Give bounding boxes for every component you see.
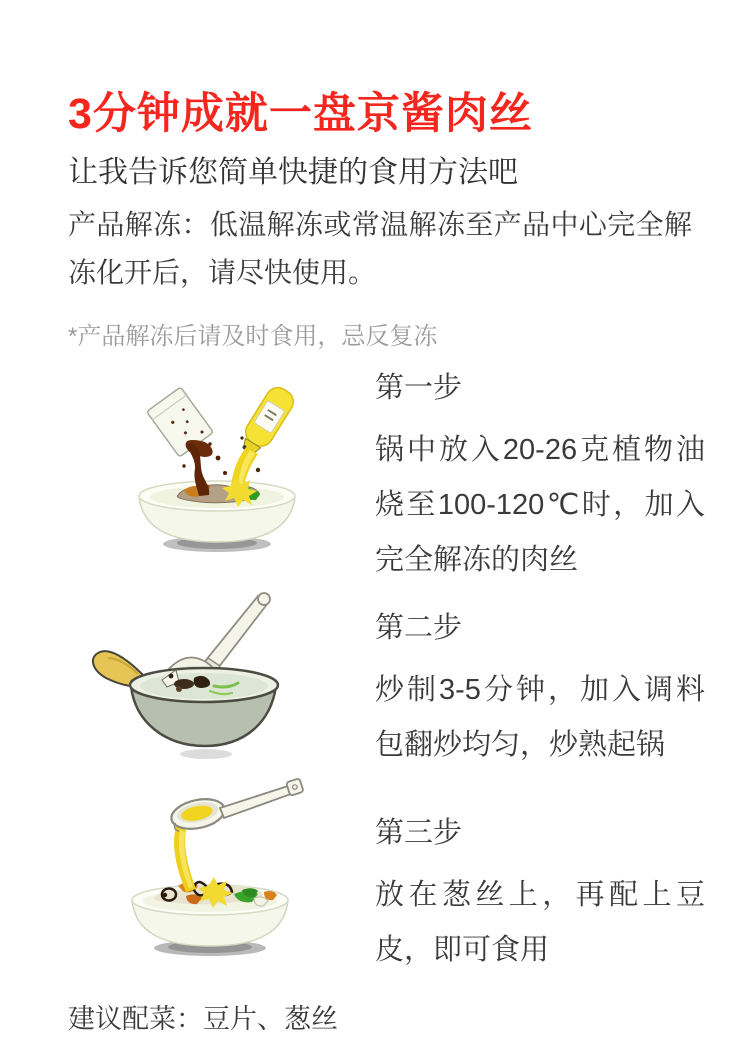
thaw-note-text: *产品解冻后请及时食用，忌反复冻 [68, 323, 438, 350]
step2-wok-spatula-icon [78, 588, 328, 773]
step3-ladle-pouring-icon [92, 778, 342, 963]
step3-description: 放在葱丝上，再配上豆皮，即可食用 [375, 879, 705, 966]
step1-description: 锅中放入20-26克植物油烧至100-120℃时，加入完全解冻的肉丝 [375, 434, 705, 576]
thaw-instruction-text: 产品解冻：低温解冻或常温解冻至产品中心完全解冻化开后，请尽快使用。 [68, 209, 692, 288]
page-subtitle: 让我告诉您简单快捷的食用方法吧 [68, 156, 518, 189]
step2-description: 炒制3-5分钟，加入调料包翻炒均匀，炒熟起锅 [375, 674, 705, 761]
step3-label: 第三步 [375, 817, 463, 849]
side-dish-suggestion: 建议配菜：豆片、葱丝 [68, 1004, 338, 1034]
step1-label: 第一步 [375, 372, 463, 404]
step1-sauce-and-oil-pouring-icon [92, 378, 342, 563]
page-title: 3分钟成就一盘京酱肉丝 [68, 90, 533, 138]
step2-label: 第二步 [375, 612, 463, 644]
